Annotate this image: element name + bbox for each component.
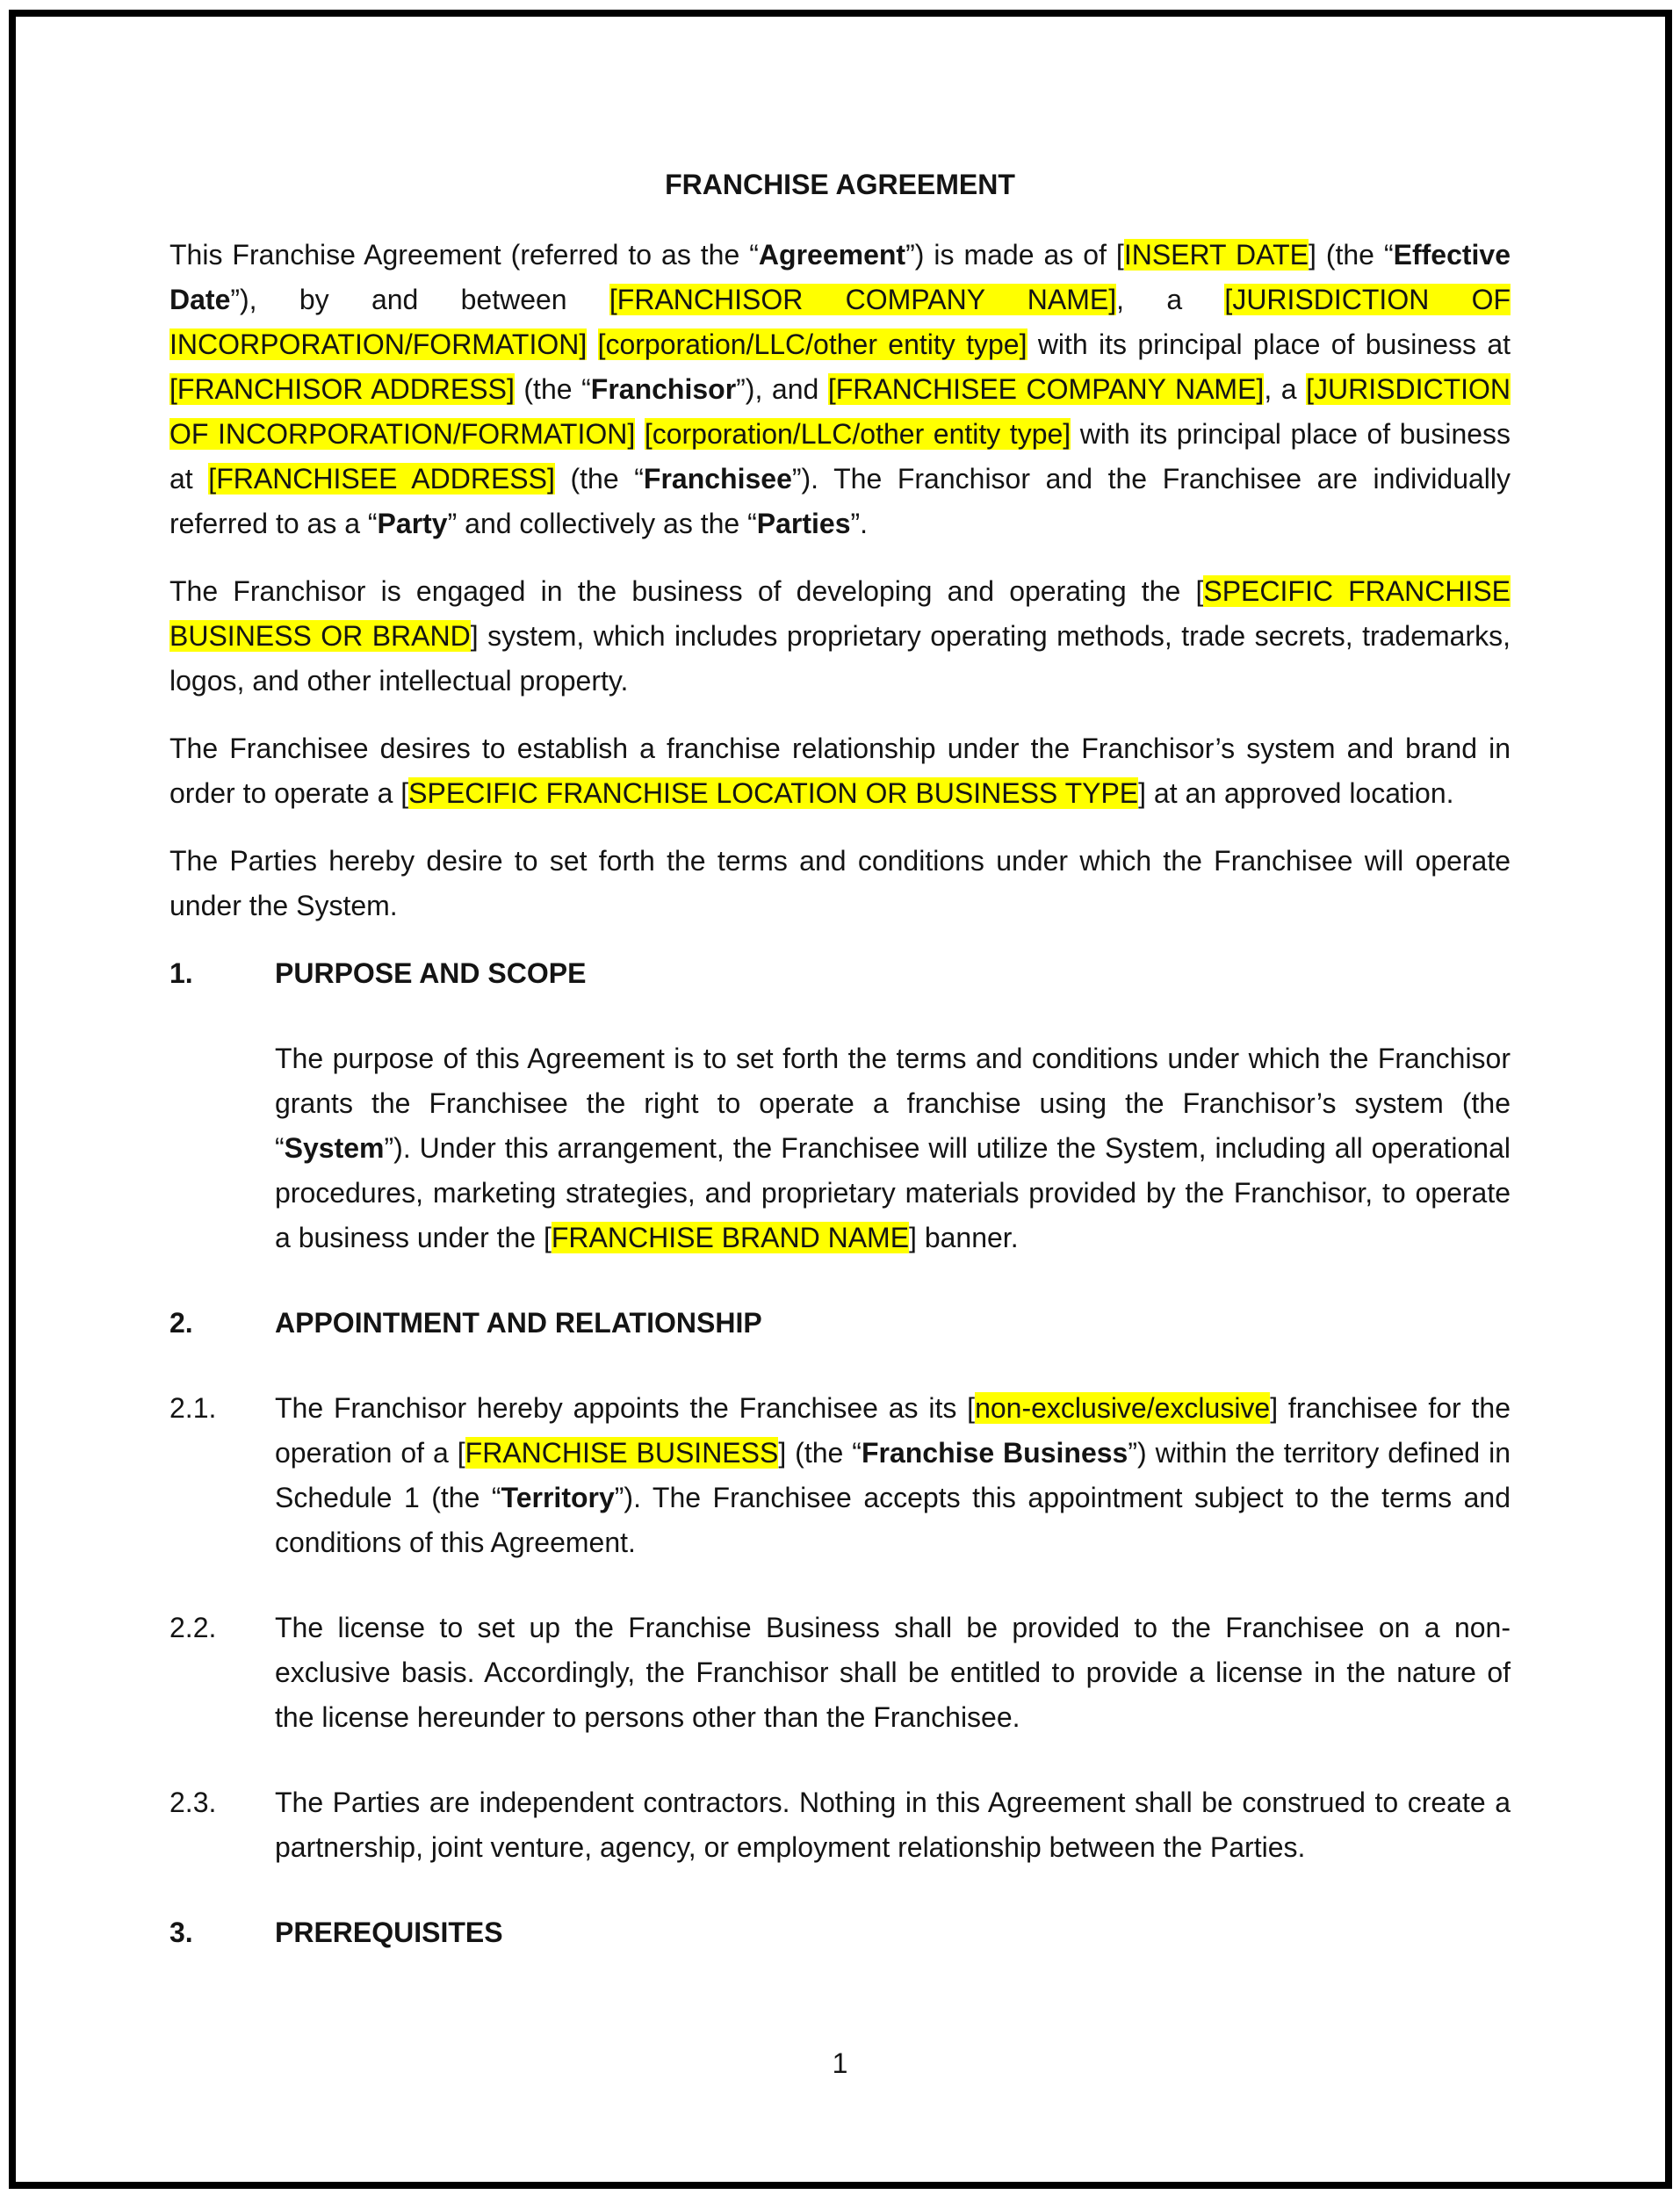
section-number: 2. <box>169 1307 193 1339</box>
section-heading <box>169 951 1511 996</box>
text-run: ] at an approved location. <box>1138 777 1454 809</box>
clause-number: 2.2. <box>169 1612 217 1643</box>
placeholder-highlight: INSERT DATE <box>1123 239 1309 271</box>
text-run: ] franchisee for the operation of a [ <box>275 1392 1511 1469</box>
defined-term: Party <box>377 508 448 539</box>
text-run: (the “ <box>514 373 591 405</box>
clause <box>169 1036 1511 1260</box>
placeholder-highlight: SPECIFIC FRANCHISE BUSINESS OR BRAND <box>169 575 1511 652</box>
clause-text <box>275 1780 1511 1870</box>
paragraph <box>169 839 1511 928</box>
text-run: The Parties hereby desire to set forth the terms and conditions under which the Franchisee will operate under the System. <box>169 845 1511 921</box>
defined-term: Territory <box>501 1482 615 1513</box>
clause-number: 2.1. <box>169 1392 217 1424</box>
defined-term: Franchisor <box>590 373 737 405</box>
placeholder-highlight: [FRANCHISEE COMPANY NAME] <box>827 373 1265 405</box>
placeholder-highlight: [JURISDICTION OF INCORPORATION/FORMATION] <box>169 373 1511 450</box>
placeholder-highlight: [FRANCHISOR ADDRESS] <box>169 373 515 405</box>
defined-term: Agreement <box>758 239 906 271</box>
text-run: (the “ <box>554 463 644 495</box>
text-run: The license to set up the Franchise Business shall be provided to the Franchisee on a non-exclusive basis. Accordingly, the Franchisor shall be entitled to provide a license in the nature of the license hereunder to persons other than the Franchisee. <box>275 1612 1511 1733</box>
text-run: ”) is made as of [ <box>905 239 1124 271</box>
text-run: ”). The Franchisor and the Franchisee are individually referred to as a “ <box>169 463 1511 539</box>
placeholder-highlight: [JURISDICTION OF INCORPORATION/FORMATION] <box>169 284 1511 360</box>
defined-term: Franchisee <box>643 463 792 495</box>
intro-paragraphs <box>169 233 1511 928</box>
page-content <box>169 162 1511 1996</box>
clause-text <box>275 1606 1511 1740</box>
clause-text <box>275 1036 1511 1260</box>
clause-text <box>275 1386 1511 1565</box>
defined-term: Effective Date <box>169 239 1511 315</box>
placeholder-highlight: SPECIFIC FRANCHISE LOCATION OR BUSINESS TYPE <box>408 777 1139 809</box>
text-run: This Franchise Agreement (referred to as the “ <box>169 239 759 271</box>
text-run: ] system, which includes proprietary operating methods, trade secrets, trademarks, logos, and other intellectual property. <box>169 620 1511 697</box>
placeholder-highlight: non-exclusive/exclusive <box>975 1392 1271 1424</box>
page-number: 1 <box>832 2047 848 2079</box>
text-run: ”), and <box>736 373 828 405</box>
paragraph <box>169 569 1511 704</box>
placeholder-highlight: [FRANCHISEE ADDRESS] <box>208 463 555 495</box>
section-heading-text: PURPOSE AND SCOPE <box>275 957 587 989</box>
text-run: ] (the “ <box>1308 239 1394 271</box>
text-run: , a <box>1116 284 1225 315</box>
section-heading-text: APPOINTMENT AND RELATIONSHIP <box>275 1307 762 1339</box>
text-run: with its principal place of business at <box>1027 328 1511 360</box>
text-run: ”. <box>850 508 869 539</box>
text-run <box>587 328 597 360</box>
text-run: ” and collectively as the “ <box>447 508 757 539</box>
section-heading-text: PREREQUISITES <box>275 1917 503 1948</box>
text-run: ] banner. <box>909 1222 1019 1253</box>
text-run: The Franchisor hereby appoints the Franchisee as its [ <box>275 1392 976 1424</box>
placeholder-highlight: [FRANCHISOR COMPANY NAME] <box>609 284 1117 315</box>
placeholder-highlight: FRANCHISE BUSINESS <box>465 1437 779 1469</box>
document-title: FRANCHISE AGREEMENT <box>665 169 1015 200</box>
placeholder-highlight: FRANCHISE BRAND NAME <box>551 1222 910 1253</box>
section-heading <box>169 1301 1511 1346</box>
placeholder-highlight: [corporation/LLC/other entity type] <box>597 328 1027 360</box>
text-run: ”) within the territory defined in Schedule 1 (the “ <box>275 1437 1511 1513</box>
text-run: ] (the “ <box>778 1437 862 1469</box>
clause-number <box>169 1036 275 1260</box>
defined-term: Franchise Business <box>861 1437 1128 1469</box>
text-run: The Franchisor is engaged in the business of developing and operating the [ <box>169 575 1204 607</box>
paragraph <box>169 726 1511 816</box>
text-run: , a <box>1264 373 1307 405</box>
section-heading <box>169 1910 1511 1955</box>
clause <box>169 1386 1511 1565</box>
clause <box>169 1780 1511 1870</box>
clause <box>169 1606 1511 1740</box>
clause-number: 2.3. <box>169 1787 217 1818</box>
text-run: ”). Under this arrangement, the Franchisee will utilize the System, including all operational procedures, marketing strategies, and proprietary materials provided by the Franchisor, to operate a business under the [ <box>275 1132 1511 1253</box>
text-run <box>635 418 645 450</box>
defined-term: Parties <box>756 508 851 539</box>
text-run: The purpose of this Agreement is to set forth the terms and conditions under which the Franchisor grants the Franchisee the right to operate a franchise using the Franchisor’s system (the “ <box>275 1043 1511 1164</box>
section-number: 3. <box>169 1917 193 1948</box>
text-run: The Parties are independent contractors. Nothing in this Agreement shall be construed to create a partnership, joint venture, agency, or employment relationship between the Parties. <box>275 1787 1511 1863</box>
section-number: 1. <box>169 957 193 989</box>
text-run: with its principal place of business at <box>169 418 1511 495</box>
text-run: ”), by and between <box>230 284 609 315</box>
text-run: ”). The Franchisee accepts this appointment subject to the terms and conditions of this Agreement. <box>275 1482 1511 1558</box>
defined-term: System <box>284 1132 385 1164</box>
paragraph <box>169 233 1511 546</box>
placeholder-highlight: [corporation/LLC/other entity type] <box>644 418 1071 450</box>
sections <box>169 951 1511 1955</box>
text-run: The Franchisee desires to establish a franchise relationship under the Franchisor’s system and brand in order to operate a [ <box>169 733 1511 809</box>
